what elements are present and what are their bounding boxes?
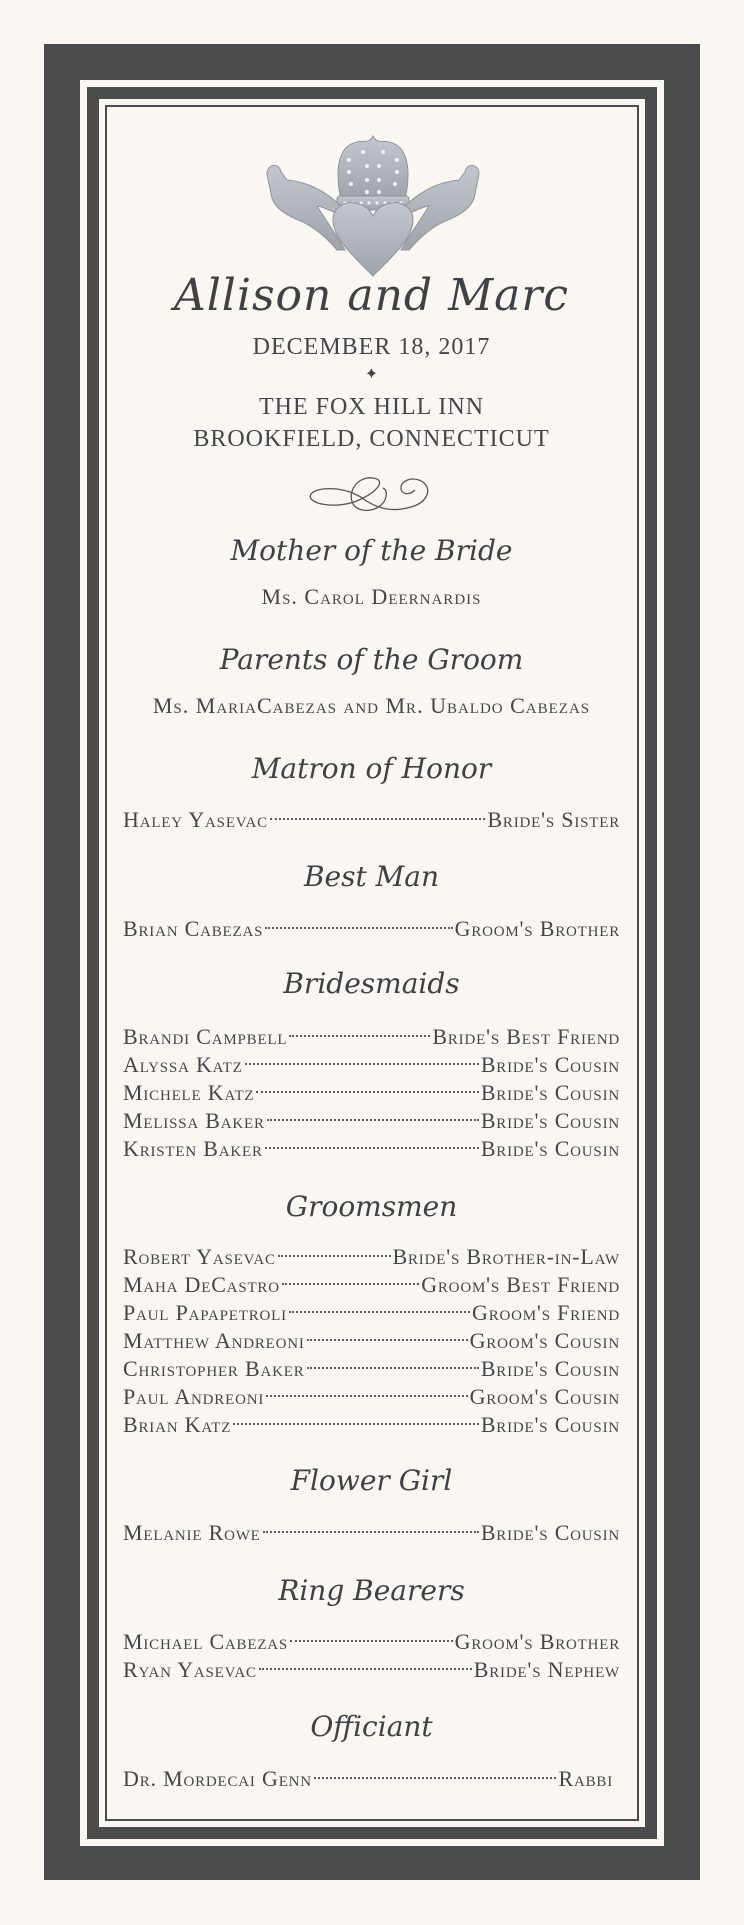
list-item [123, 1348, 620, 1381]
list-item [123, 1621, 620, 1654]
dot-leader [265, 908, 452, 936]
dot-leader [233, 1404, 479, 1432]
dot-leader [278, 1236, 391, 1264]
venue-location: BROOKFIELD, CONNECTICUT [193, 426, 550, 452]
member-name: Ryan Yasevac [123, 1657, 257, 1682]
list-item [123, 1236, 620, 1269]
section-title-mother-of-bride: Mother of the Bride [230, 534, 513, 567]
section-title-parents-of-groom: Parents of the Groom [219, 643, 524, 676]
member-name: Maha DeCastro [123, 1272, 280, 1297]
member-name: Brian Katz [123, 1412, 232, 1437]
wedding-date: DECEMBER 18, 2017 [252, 334, 491, 360]
section-title-ring-bearers: Ring Bearers [278, 1574, 465, 1607]
member-name: Brian Cabezas [123, 916, 264, 941]
section-title-matron-of-honor: Matron of Honor [251, 752, 492, 785]
section-title-best-man: Best Man [303, 860, 440, 893]
member-relation: Bride's Cousin [480, 1356, 620, 1381]
dot-leader [256, 1072, 478, 1100]
member-relation: Bride's Cousin [480, 1052, 620, 1077]
member-name: Alyssa Katz [123, 1052, 243, 1077]
list-item [123, 1264, 620, 1297]
member-relation: Groom's Brother [454, 916, 620, 941]
list-item [123, 1758, 613, 1791]
list-item [123, 1044, 620, 1077]
dot-leader [270, 799, 485, 827]
member-relation: Groom's Cousin [469, 1384, 620, 1409]
member-relation: Groom's Best Friend [421, 1272, 620, 1297]
section-title-bridesmaids: Bridesmaids [283, 967, 460, 1000]
list-item [123, 1072, 620, 1105]
member-name: Paul Andreoni [123, 1384, 265, 1409]
member-name: Matthew Andreoni [123, 1328, 305, 1353]
dot-leader [307, 1348, 479, 1376]
section-title-flower-girl: Flower Girl [290, 1464, 453, 1497]
list-item [123, 1128, 620, 1161]
parents-of-groom-names: Ms. MariaCabezas and Mr. Ubaldo Cabezas [152, 693, 591, 718]
member-relation: Bride's Cousin [480, 1136, 620, 1161]
member-name: Paul Papapetroli [123, 1300, 287, 1325]
dot-leader [282, 1264, 419, 1292]
member-relation: Bride's Cousin [480, 1520, 620, 1545]
member-relation: Groom's Friend [472, 1300, 620, 1325]
member-name: Robert Yasevac [123, 1244, 276, 1269]
member-name: Melissa Baker [123, 1108, 265, 1133]
member-name: Christopher Baker [123, 1356, 305, 1381]
member-relation: Bride's Cousin [480, 1108, 620, 1133]
section-title-officiant: Officiant [310, 1710, 433, 1743]
member-relation: Bride's Brother-in-Law [392, 1244, 620, 1269]
dot-leader [263, 1512, 479, 1540]
member-name: Michael Cabezas [123, 1629, 289, 1654]
member-relation: Bride's Cousin [480, 1412, 620, 1437]
member-name: Haley Yasevac [123, 807, 268, 832]
list-item [123, 1292, 620, 1325]
dot-leader [266, 1376, 467, 1404]
member-name: Michele Katz [123, 1080, 255, 1105]
list-item [123, 1512, 620, 1545]
dot-leader [259, 1649, 472, 1677]
list-item [123, 799, 620, 832]
member-relation: Groom's Cousin [469, 1328, 620, 1353]
member-relation: Bride's Best Friend [432, 1024, 620, 1049]
member-name: Dr. Mordecai Genn [123, 1766, 312, 1791]
member-relation: Bride's Sister [487, 807, 620, 832]
dot-leader [267, 1100, 479, 1128]
list-item [123, 1320, 620, 1353]
dot-leader [245, 1044, 479, 1072]
mother-of-bride-name: Ms. Carol Deernardis [261, 584, 482, 609]
dot-leader [290, 1621, 453, 1649]
couple-names: Allison and Marc [173, 270, 570, 321]
sections [123, 0, 620, 1925]
member-name: Kristen Baker [123, 1136, 263, 1161]
list-item [123, 1016, 620, 1049]
member-relation: Bride's Nephew [473, 1657, 620, 1682]
dot-leader [307, 1320, 468, 1348]
member-relation: Bride's Cousin [480, 1080, 620, 1105]
venue-name: THE FOX HILL INN [258, 394, 485, 420]
list-item [123, 1376, 620, 1409]
list-item [123, 908, 620, 941]
member-name: Melanie Rowe [123, 1520, 261, 1545]
list-item [123, 1100, 620, 1133]
member-relation: Rabbi [558, 1766, 613, 1791]
dot-leader [265, 1128, 479, 1156]
diamond-separator-icon: ✦ [364, 366, 379, 383]
dot-leader [289, 1292, 470, 1320]
list-item [123, 1404, 620, 1437]
member-name: Brandi Campbell [123, 1024, 288, 1049]
dot-leader [314, 1758, 557, 1786]
section-title-groomsmen: Groomsmen [285, 1190, 458, 1223]
member-relation: Groom's Brother [454, 1629, 620, 1654]
dot-leader [289, 1016, 430, 1044]
list-item [123, 1649, 620, 1682]
